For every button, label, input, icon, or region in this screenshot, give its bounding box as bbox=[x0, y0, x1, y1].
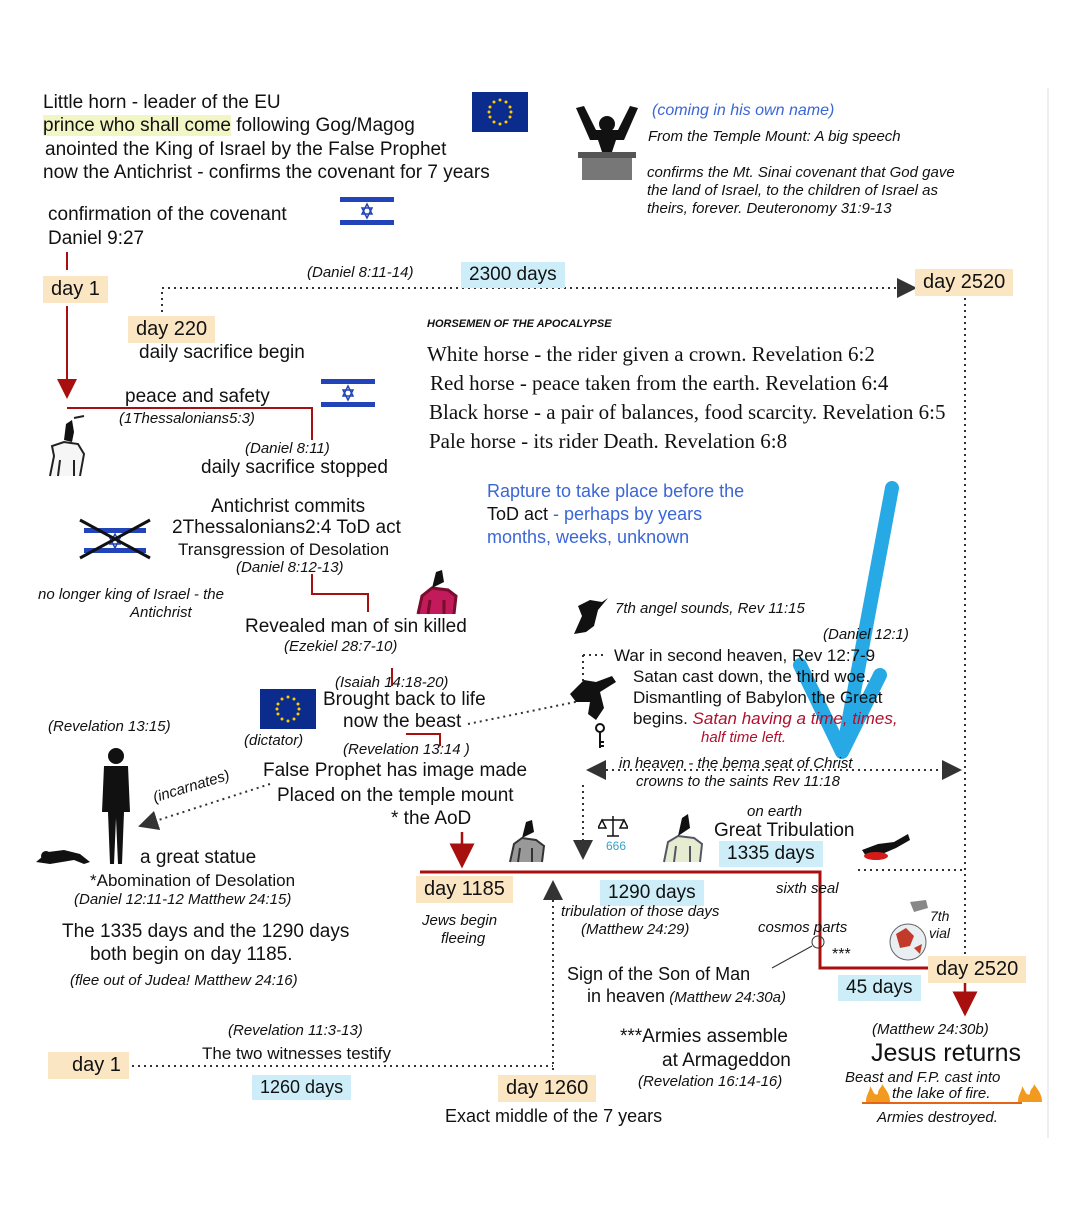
horse-black-text: Black horse - a pair of balances, food scarcity. Revelation 6:5 bbox=[429, 400, 946, 424]
lake-of-fire-text: the lake of fire. bbox=[892, 1085, 991, 1102]
prince-highlight: prince who shall come bbox=[43, 115, 231, 136]
seventh-vial-earth-icon bbox=[886, 898, 934, 964]
jesus-returns-text: Jesus returns bbox=[871, 1039, 1022, 1067]
days-1260-label: 1260 days bbox=[252, 1075, 351, 1100]
daniel-8-11-14-ref: (Daniel 8:11-14) bbox=[307, 264, 414, 281]
crowns-saints-text: crowns to the saints Rev 11:18 bbox=[636, 773, 840, 790]
bowing-figure-icon bbox=[34, 842, 94, 866]
peace-and-safety-text: peace and safety bbox=[125, 386, 270, 407]
ezekiel-ref: (Ezekiel 28:7-10) bbox=[284, 638, 398, 655]
brought-back-line2: now the beast bbox=[343, 711, 462, 732]
sign-son-of-man-line1: Sign of the Son of Man bbox=[567, 964, 751, 984]
abomination-text: *Abomination of Desolation bbox=[90, 871, 296, 890]
great-statue-text: a great statue bbox=[140, 847, 257, 868]
day220-label: day 220 bbox=[128, 316, 215, 343]
red-chain-antichrist bbox=[312, 574, 368, 612]
armies-assemble-line1: ***Armies assemble bbox=[620, 1026, 788, 1047]
revealed-man-of-sin-text: Revealed man of sin killed bbox=[245, 616, 467, 637]
seventh-vial-line2: vial bbox=[929, 925, 951, 941]
two-witnesses-text: The two witnesses testify bbox=[202, 1044, 391, 1063]
eu-flag-icon bbox=[472, 92, 528, 132]
armies-assemble-line2: at Armageddon bbox=[662, 1050, 791, 1071]
begins-text bbox=[633, 709, 898, 729]
cosmos-circle bbox=[812, 936, 824, 948]
day1-top-label: day 1 bbox=[43, 276, 108, 303]
horse-white-text: White horse - the rider given a crown. Revelation 6:2 bbox=[427, 342, 875, 366]
daniel-8-12-13-ref: (Daniel 8:12-13) bbox=[236, 559, 344, 576]
revelation-13-15-ref: (Revelation 13:15) bbox=[48, 718, 171, 735]
covenant-line3: theirs, forever. Deuteronomy 31:9-13 bbox=[647, 200, 892, 217]
false-prophet-image-text: False Prophet has image made bbox=[263, 760, 528, 781]
isaiah-ref: (Isaiah 14:18-20) bbox=[335, 674, 449, 691]
day1260-label: day 1260 bbox=[498, 1075, 596, 1102]
fire-icon-left bbox=[864, 1084, 892, 1102]
triple-stars-text: *** bbox=[832, 946, 851, 963]
horse-pale-text: Pale horse - its rider Death. Revelation 6:8 bbox=[429, 429, 788, 453]
half-time-text: half time left. bbox=[701, 729, 787, 746]
tod-act-label: ToD act bbox=[331, 517, 401, 538]
number-666: 666 bbox=[606, 839, 627, 853]
matthew-24-29-ref: (Matthew 24:29) bbox=[581, 921, 690, 938]
own-name-text: (coming in his own name) bbox=[652, 102, 835, 119]
day2520-top-label: day 2520 bbox=[915, 269, 1013, 296]
rapture-line2 bbox=[487, 504, 702, 525]
daniel-12-1-ref: (Daniel 12:1) bbox=[823, 626, 909, 643]
matthew-24-30b-ref: (Matthew 24:30b) bbox=[872, 1021, 989, 1038]
days-1335-label: 1335 days bbox=[719, 841, 823, 867]
begins-label: begins. bbox=[633, 709, 688, 728]
horsemen-title: HORSEMEN OF THE APOCALYPSE bbox=[427, 318, 612, 330]
revelation-13-14-ref: (Revelation 13:14 ) bbox=[343, 741, 470, 758]
thessalonians-2-4-text bbox=[172, 517, 401, 539]
israel-flag-icon-2 bbox=[321, 375, 375, 411]
no-longer-king-line1: no longer king of Israel - the bbox=[38, 586, 224, 603]
angel-trumpet-icon bbox=[568, 596, 612, 636]
falling-satan-icon bbox=[566, 672, 620, 752]
placed-temple-mount-text: Placed on the temple mount bbox=[277, 785, 514, 806]
dictator-text: (dictator) bbox=[244, 732, 304, 749]
in-heaven-label: in heaven bbox=[587, 986, 666, 1006]
daniel-8-11-ref: (Daniel 8:11) bbox=[245, 440, 330, 457]
revelation-16-14-16-ref: (Revelation 16:14-16) bbox=[638, 1073, 783, 1090]
statue-figure-icon bbox=[96, 746, 136, 866]
both-begin-line1: The 1335 days and the 1290 days bbox=[62, 921, 350, 942]
bema-seat-text: in heaven - the bema seat of Christ bbox=[619, 755, 853, 772]
cosmos-parts-text: cosmos parts bbox=[758, 919, 848, 936]
day2520-bottom-label: day 2520 bbox=[928, 956, 1026, 983]
incarnates-text: (incarnates) bbox=[151, 766, 232, 807]
horse-red-text: Red horse - peace taken from the earth. Revelation 6:4 bbox=[430, 371, 889, 395]
thessalonians-5-3-ref: (1Thessalonians5:3) bbox=[119, 410, 255, 427]
jews-begin-line1: Jews begin bbox=[422, 912, 498, 929]
days-1290-label: 1290 days bbox=[600, 880, 704, 906]
white-horse-rider-icon bbox=[44, 414, 90, 480]
dotted-2300-line bbox=[162, 288, 915, 312]
on-earth-text: on earth bbox=[747, 803, 803, 820]
header-line3: anointed the King of Israel by the False Prophet bbox=[45, 139, 447, 160]
satan-time-label: Satan having a time, times, bbox=[687, 709, 898, 728]
brought-back-line1: Brought back to life bbox=[323, 689, 486, 710]
antichrist-commits-text: Antichrist commits bbox=[211, 496, 366, 517]
fallen-body-icon bbox=[858, 826, 912, 862]
dismantling-text: Dismantling of Babylon the Great bbox=[633, 688, 883, 707]
flee-judea-text: (flee out of Judea! Matthew 24:16) bbox=[70, 972, 298, 989]
aod-text: * the AoD bbox=[391, 808, 472, 829]
daily-sacrifice-begin-text: daily sacrifice begin bbox=[139, 342, 305, 363]
thess-2-4-label: 2Thessalonians2:4 bbox=[172, 517, 332, 538]
header-line2 bbox=[43, 115, 415, 137]
fire-icon-right bbox=[1016, 1084, 1044, 1102]
war-second-heaven-text: War in second heaven, Rev 12:7-9 bbox=[614, 646, 876, 665]
matthew-24-30a-ref: (Matthew 24:30a) bbox=[665, 989, 786, 1006]
exact-middle-text: Exact middle of the 7 years bbox=[445, 1106, 663, 1126]
header-line4: now the Antichrist - confirms the covenant for 7 years bbox=[43, 162, 490, 183]
israel-flag-icon bbox=[340, 193, 394, 229]
day1185-label: day 1185 bbox=[416, 876, 513, 903]
sixth-seal-text: sixth seal bbox=[776, 880, 839, 897]
revelation-11-3-13-ref: (Revelation 11:3-13) bbox=[228, 1022, 363, 1039]
jews-begin-line2: fleeing bbox=[441, 930, 486, 947]
black-horse-rider-icon bbox=[506, 814, 546, 866]
sign-leader-line bbox=[772, 946, 812, 968]
covenant-line1: confirms the Mt. Sinai covenant that God gave bbox=[647, 164, 955, 181]
great-tribulation-text: Great Tribulation bbox=[714, 820, 855, 841]
header-line2-rest: following Gog/Magog bbox=[230, 115, 415, 136]
rapture-line1: Rapture to take place before the bbox=[487, 481, 745, 501]
scales-icon bbox=[598, 814, 628, 838]
rapture-perhaps: - perhaps by years bbox=[548, 504, 703, 524]
satan-cast-down-text: Satan cast down, the third woe. bbox=[633, 667, 871, 686]
armies-destroyed-text: Armies destroyed. bbox=[877, 1109, 998, 1126]
eu-flag-icon-2 bbox=[260, 689, 316, 729]
red-horse-rider-icon bbox=[414, 566, 460, 618]
days-45-label: 45 days bbox=[838, 975, 921, 1001]
beast-cast-text: Beast and F.P. cast into bbox=[845, 1069, 1001, 1086]
seventh-angel-text: 7th angel sounds, Rev 11:15 bbox=[615, 600, 805, 617]
temple-speech-text: From the Temple Mount: A big speech bbox=[648, 128, 901, 145]
pale-horse-rider-icon bbox=[660, 810, 706, 866]
rapture-tod-act: ToD act bbox=[487, 504, 549, 524]
no-longer-king-line2: Antichrist bbox=[130, 604, 192, 621]
crossed-israel-flag-icon bbox=[78, 518, 152, 560]
rapture-line3: months, weeks, unknown bbox=[487, 527, 690, 547]
abomination-ref: (Daniel 12:11-12 Matthew 24:15) bbox=[74, 891, 292, 908]
confirmation-line2: Daniel 9:27 bbox=[48, 228, 145, 249]
confirmation-line1: confirmation of the covenant bbox=[48, 204, 287, 225]
day1-bottom-label: day 1 bbox=[48, 1052, 129, 1079]
transgression-text: Transgression of Desolation bbox=[178, 540, 390, 559]
days-2300-label: 2300 days bbox=[461, 262, 565, 288]
daily-sacrifice-stopped-text: daily sacrifice stopped bbox=[201, 457, 388, 478]
both-begin-line2: both begin on day 1185. bbox=[90, 944, 293, 965]
seventh-vial-line1: 7th bbox=[930, 908, 950, 924]
speaker-icon bbox=[568, 100, 646, 182]
sign-son-of-man-line2 bbox=[587, 986, 786, 1007]
header-line1: Little horn - leader of the EU bbox=[43, 92, 281, 113]
covenant-line2: the land of Israel, to the children of Israel as bbox=[647, 182, 938, 199]
tribulation-those-days-text: tribulation of those days bbox=[561, 903, 720, 920]
